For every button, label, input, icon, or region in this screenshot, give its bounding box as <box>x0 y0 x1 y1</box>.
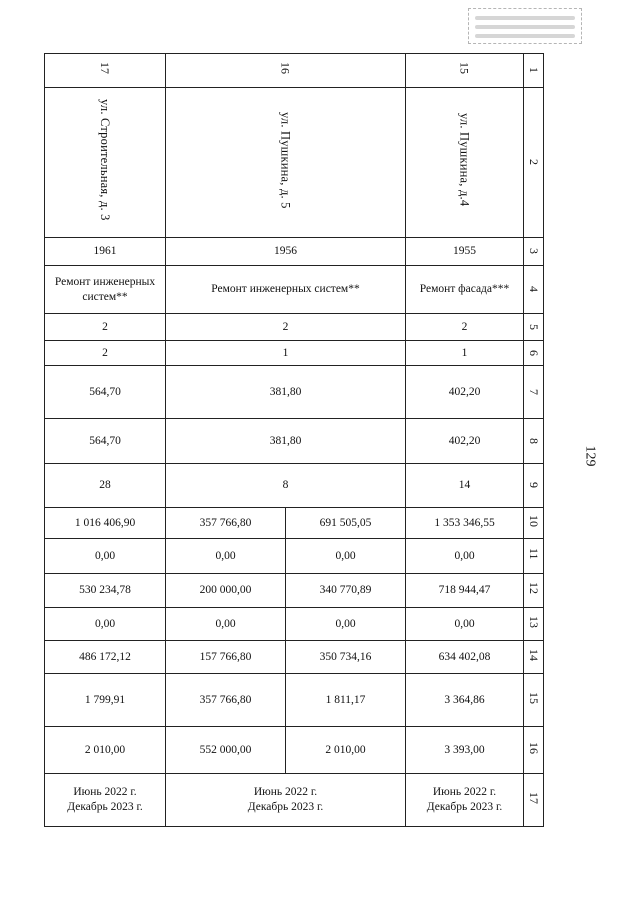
row-number-cell: 16 <box>524 727 544 774</box>
value-cell: 3 364,86 <box>406 674 524 727</box>
row-number-cell: 15 <box>524 674 544 727</box>
period-end: Декабрь 2023 г. <box>67 801 143 813</box>
value-cell: 200 000,00 <box>166 574 286 608</box>
address-cell: ул. Пушкина, д. 5 <box>166 88 406 238</box>
value-cell: 402,20 <box>406 366 524 419</box>
value-cell: 357 766,80 <box>166 674 286 727</box>
row-number-cell: 17 <box>524 774 544 827</box>
period-start: Июнь 2022 г. <box>432 786 497 798</box>
value-cell: 381,80 <box>166 419 406 464</box>
row-number-cell: 5 <box>524 314 544 341</box>
period-cell <box>406 774 524 827</box>
row-number-cell: 1 <box>524 54 544 88</box>
row-number-cell: 13 <box>524 608 544 641</box>
row-number-cell: 12 <box>524 574 544 608</box>
value-cell: 0,00 <box>406 539 524 574</box>
year-cell: 1955 <box>406 238 524 266</box>
period-cell <box>166 774 406 827</box>
table-row <box>45 54 544 88</box>
value-cell: 0,00 <box>166 608 286 641</box>
table-row <box>45 508 544 539</box>
period-start: Июнь 2022 г. <box>73 786 137 798</box>
value-cell: 0,00 <box>45 539 166 574</box>
value-cell: 14 <box>406 464 524 508</box>
row-number-cell: 14 <box>524 641 544 674</box>
value-cell: 552 000,00 <box>166 727 286 774</box>
value-cell: 3 393,00 <box>406 727 524 774</box>
table-row <box>45 574 544 608</box>
value-cell: 157 766,80 <box>166 641 286 674</box>
row-number-cell: 3 <box>524 238 544 266</box>
table-row <box>45 641 544 674</box>
row-number-cell: 9 <box>524 464 544 508</box>
value-cell: 28 <box>45 464 166 508</box>
value-cell: 8 <box>166 464 406 508</box>
table-row <box>45 539 544 574</box>
row-number-cell: 7 <box>524 366 544 419</box>
row-number-cell: 11 <box>524 539 544 574</box>
value-cell: 402,20 <box>406 419 524 464</box>
table-row <box>45 238 544 266</box>
value-cell: 357 766,80 <box>166 508 286 539</box>
value-cell: 0,00 <box>286 608 406 641</box>
value-cell: 2 <box>45 314 166 341</box>
record-number-cell: 17 <box>45 54 166 88</box>
value-cell: 634 402,08 <box>406 641 524 674</box>
period-start: Июнь 2022 г. <box>253 786 318 798</box>
value-cell: 564,70 <box>45 366 166 419</box>
row-number-cell: 8 <box>524 419 544 464</box>
table-row <box>45 608 544 641</box>
value-cell: 2 <box>406 314 524 341</box>
table-row <box>45 674 544 727</box>
value-cell: 564,70 <box>45 419 166 464</box>
table-row <box>45 266 544 314</box>
value-cell: 1 <box>166 341 406 366</box>
value-cell: 0,00 <box>45 608 166 641</box>
value-cell: 340 770,89 <box>286 574 406 608</box>
table-row <box>45 774 544 827</box>
table-row <box>45 341 544 366</box>
value-cell: 530 234,78 <box>45 574 166 608</box>
value-cell: 2 010,00 <box>45 727 166 774</box>
work-type-cell: Ремонт инженерных систем** <box>166 266 406 314</box>
value-cell: 1 <box>406 341 524 366</box>
value-cell: 0,00 <box>406 608 524 641</box>
value-cell: 2 <box>45 341 166 366</box>
row-number-cell: 6 <box>524 341 544 366</box>
period-end: Декабрь 2023 г. <box>426 801 503 813</box>
scanned-stamp <box>468 8 582 44</box>
table-row <box>45 366 544 419</box>
table-row <box>45 464 544 508</box>
value-cell: 1 016 406,90 <box>45 508 166 539</box>
value-cell: 691 505,05 <box>286 508 406 539</box>
repair-program-table <box>44 53 544 827</box>
address-cell: ул. Пушкина, д.4 <box>406 88 524 238</box>
year-cell: 1961 <box>45 238 166 266</box>
value-cell: 1 799,91 <box>45 674 166 727</box>
row-number-cell: 2 <box>524 88 544 238</box>
value-cell: 1 811,17 <box>286 674 406 727</box>
table-row <box>45 314 544 341</box>
work-type-cell: Ремонт фасада*** <box>406 266 524 314</box>
table-row <box>45 419 544 464</box>
value-cell: 2 <box>166 314 406 341</box>
table-row <box>45 727 544 774</box>
value-cell: 718 944,47 <box>406 574 524 608</box>
address-cell: ул. Строительная, д. 3 <box>45 88 166 238</box>
value-cell: 2 010,00 <box>286 727 406 774</box>
value-cell: 0,00 <box>286 539 406 574</box>
period-end: Декабрь 2023 г. <box>247 801 324 813</box>
period-cell <box>45 774 166 827</box>
value-cell: 1 353 346,55 <box>406 508 524 539</box>
record-number-cell: 16 <box>166 54 406 88</box>
table-row <box>45 88 544 238</box>
year-cell: 1956 <box>166 238 406 266</box>
record-number-cell: 15 <box>406 54 524 88</box>
value-cell: 381,80 <box>166 366 406 419</box>
value-cell: 0,00 <box>166 539 286 574</box>
value-cell: 350 734,16 <box>286 641 406 674</box>
value-cell: 486 172,12 <box>45 641 166 674</box>
page-number: 129 <box>582 445 598 467</box>
work-type-cell: Ремонт инженерных систем** <box>45 266 166 314</box>
row-number-cell: 4 <box>524 266 544 314</box>
row-number-cell: 10 <box>524 508 544 539</box>
